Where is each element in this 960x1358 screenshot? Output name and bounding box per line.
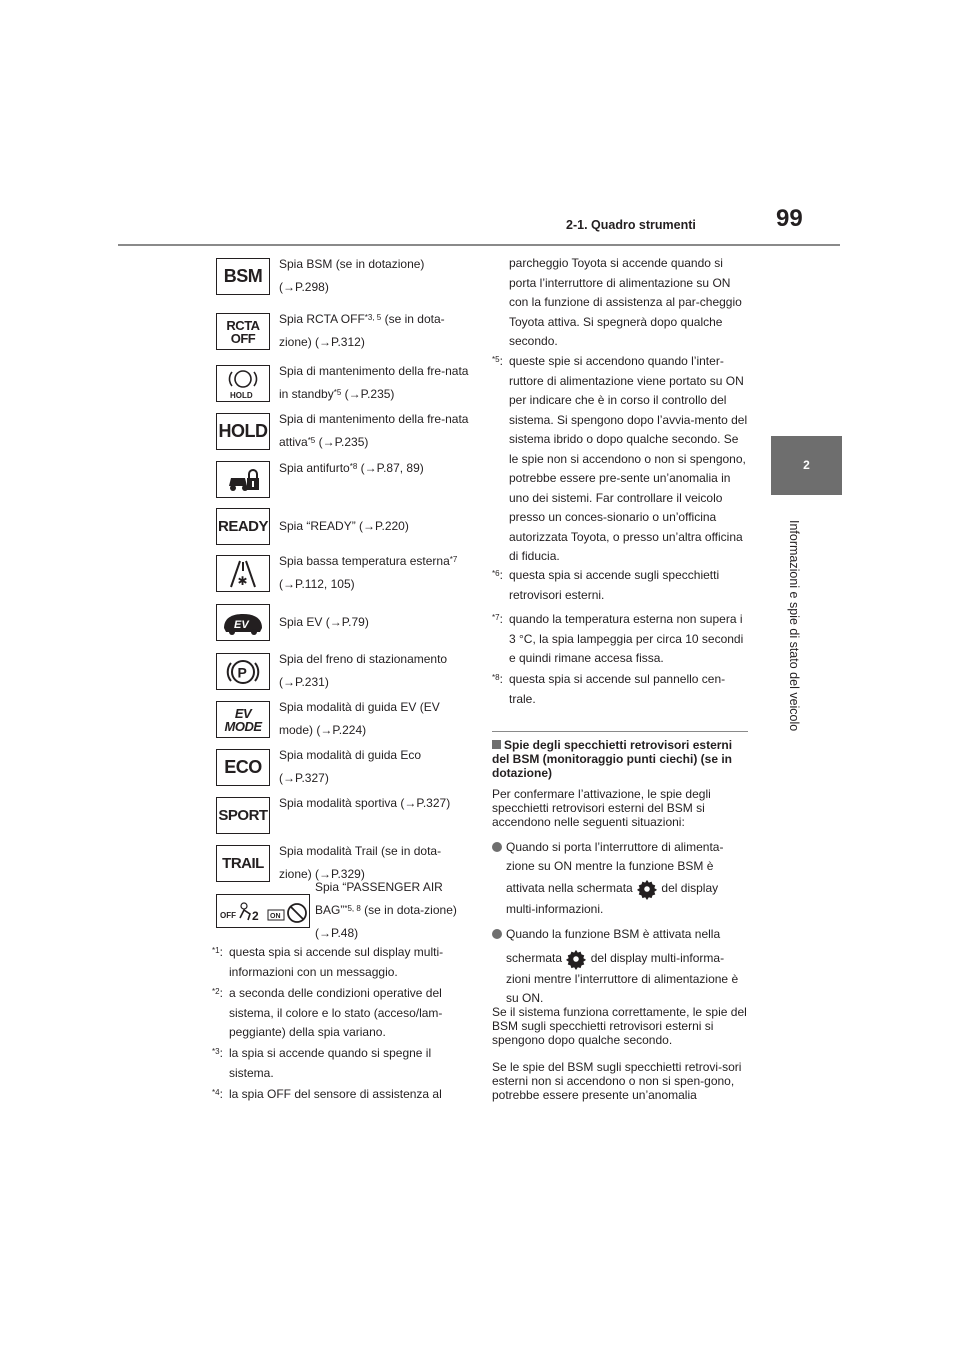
footnote-6: $^{*6}$: questa spia si accende sugli specchietti retrovisori esterni. bbox=[492, 568, 720, 602]
bsm-section-title: Spie degli specchietti retrovisori esterni del BSM (monitoraggio punti ciechi) (se in dotazione) bbox=[492, 738, 733, 780]
indicator-row-eco bbox=[214, 744, 470, 790]
indicator-row-low-temp bbox=[214, 550, 470, 596]
ready-desc: Spia “READY” (→P.220) bbox=[279, 519, 409, 533]
brake-hold-standby-icon bbox=[216, 365, 270, 402]
eco-icon: ECO bbox=[216, 749, 270, 786]
low-temp-desc: Spia bassa temperatura esterna$^{*7}$ (→P.112, 105) bbox=[279, 554, 458, 591]
airbag-off-icon bbox=[216, 894, 310, 928]
sport-desc: Spia modalità sportiva (→P.327) bbox=[279, 796, 451, 810]
eco-desc: Spia modalità di guida Eco (→P.327) bbox=[279, 748, 422, 785]
indicator-row-brake-hold-standby bbox=[214, 360, 470, 406]
bsm-para-1: Se il sistema funziona correttamente, le spie del BSM sugli specchietti retrovisori esterni si spengono dopo qualche secondo. bbox=[492, 1005, 747, 1047]
bullet-dot-icon bbox=[492, 929, 502, 939]
svg-text:✱: ✱ bbox=[237, 573, 248, 588]
antitheft-icon bbox=[216, 461, 270, 498]
airbag-off-label: OFF bbox=[220, 911, 236, 920]
bsm-desc: Spia BSM (se in dotazione) (→P.298) bbox=[279, 257, 425, 294]
footnote-3: $^{*3}$: la spia si accende quando si spegne il sistema. bbox=[212, 1046, 432, 1080]
parking-brake-icon bbox=[216, 653, 270, 690]
airbag-seat-number: 2 bbox=[252, 909, 259, 923]
indicator-row-ready bbox=[214, 504, 470, 548]
footnote-5: $^{*5}$: queste spie si accendono quando l’inter-ruttore di alimentazione viene portato su ON per indicare che è in corso il controllo del sistema. Si spengono dopo l’avvia-mento del sistema ibrido o dopo qualche secondo. Se le spie non si accendono o non si spengono, potrebbe essere pre-sente un’anomalia in uno dei sistemi. Far controllare il veicolo presso un conces-sionario o un’officina autorizzata Toyota, o presso un’altra officina di fiducia. bbox=[492, 354, 748, 563]
trail-icon: TRAIL bbox=[216, 845, 270, 882]
section-separator bbox=[492, 731, 748, 732]
ev-icon bbox=[216, 604, 270, 641]
settings-gear-icon bbox=[565, 948, 587, 970]
footnote-2: $^{*2}$: a seconda delle condizioni operative del sistema, il colore e lo stato (acceso/lam-peggiante) della spia variano. bbox=[212, 986, 443, 1039]
header-rule bbox=[118, 244, 840, 246]
parking-brake-desc: Spia del freno di stazionamento (→P.231) bbox=[279, 652, 448, 689]
svg-text:EV: EV bbox=[234, 618, 249, 631]
bsm-icon: BSM bbox=[216, 258, 270, 295]
bsm-para-2: Se le spie del BSM sugli specchietti retrovi-sori esterni non si accendono o non si spen-gono, potrebbe essere presente un’anomalia bbox=[492, 1060, 742, 1102]
svg-text:P: P bbox=[237, 664, 247, 680]
footnote-4: $^{*4}$: la spia OFF del sensore di assistenza al bbox=[212, 1087, 442, 1101]
bsm-bullet-2: Quando la funzione BSM è attivata nella schermata del display multi-informa-zioni mentre l’interruttore di alimentazione è su ON. bbox=[492, 925, 748, 1008]
page-number: 99 bbox=[776, 205, 803, 232]
ready-icon: READY bbox=[216, 508, 270, 545]
indicator-row-bsm bbox=[214, 253, 470, 300]
ev-mode-desc: Spia modalità di guida EV (EV mode) (→P.224) bbox=[279, 700, 440, 737]
section-title: 2-1. Quadro strumenti bbox=[566, 218, 696, 232]
sport-icon: SPORT bbox=[216, 797, 270, 834]
chapter-tab: 2 bbox=[771, 436, 842, 495]
indicator-row-parking-brake bbox=[214, 648, 470, 694]
brake-hold-active-icon: HOLD bbox=[216, 413, 270, 450]
airbag-on-label: ON bbox=[270, 913, 281, 920]
footnote-7: $^{*7}$: quando la temperatura esterna non supera i 3 °C, la spia lampeggia per circa 10 secondi e quindi rimane accesa fissa. bbox=[492, 612, 744, 665]
footnote-4-continued: parcheggio Toyota si accende quando si porta l’interruttore di alimentazione su ON con la funzione di assistenza al par-cheggio Toyota attiva. Si spegnerà dopo qualche secondo. bbox=[509, 256, 742, 348]
bsm-bullet-1: Quando si porta l’interruttore di alimenta-zione su ON mentre la funzione BSM è attivata nella schermata del display multi-informazioni. bbox=[492, 838, 748, 919]
svg-text:HOLD: HOLD bbox=[230, 390, 253, 400]
bullet-dot-icon bbox=[492, 842, 502, 852]
antitheft-desc: Spia antifurto$^{*8}$ (→P.87, 89) bbox=[279, 461, 424, 475]
indicator-row-airbag bbox=[214, 876, 470, 942]
ev-desc: Spia EV (→P.79) bbox=[279, 615, 369, 629]
ev-mode-icon: EV MODE bbox=[216, 701, 270, 738]
chapter-title: Informazioni e spie di stato del veicolo bbox=[787, 520, 801, 732]
indicator-row-rcta-off bbox=[214, 308, 470, 355]
indicator-row-ev-mode bbox=[214, 696, 470, 742]
airbag-desc: Spia “PASSENGER AIR BAG”$^{*5, 8}$ (se in dota-zione) (→P.48) bbox=[315, 880, 457, 940]
trail-desc: Spia modalità Trail (se in dota-zione) (→P.329) bbox=[279, 844, 442, 881]
indicator-row-ev bbox=[214, 600, 470, 644]
low-temp-icon bbox=[216, 555, 270, 592]
footnote-8: $^{*8}$: questa spia si accende sul pannello cen-trale. bbox=[492, 672, 726, 706]
brake-hold-active-desc: Spia di mantenimento della fre-nata attiva$^{*5}$ (→P.235) bbox=[279, 412, 469, 449]
brake-hold-standby-desc: Spia di mantenimento della fre-nata in standby$^{*5}$ (→P.235) bbox=[279, 364, 469, 401]
bsm-intro: Per confermare l’attivazione, le spie degli specchietti retrovisori esterni del BSM si accendono nelle seguenti situazioni: bbox=[492, 787, 711, 829]
settings-gear-icon bbox=[636, 878, 658, 900]
rcta-off-icon: RCTA OFF bbox=[216, 313, 270, 350]
indicator-row-antitheft bbox=[214, 457, 470, 501]
indicator-row-sport bbox=[214, 792, 470, 838]
indicator-row-brake-hold-active bbox=[214, 408, 470, 454]
rcta-off-desc: Spia RCTA OFF$^{*3, 5}$ (se in dota-zione) (→P.312) bbox=[279, 312, 445, 349]
footnote-1: $^{*1}$: questa spia si accende sul display multi-informazioni con un messaggio. bbox=[212, 945, 444, 979]
square-bullet-icon bbox=[492, 740, 501, 749]
